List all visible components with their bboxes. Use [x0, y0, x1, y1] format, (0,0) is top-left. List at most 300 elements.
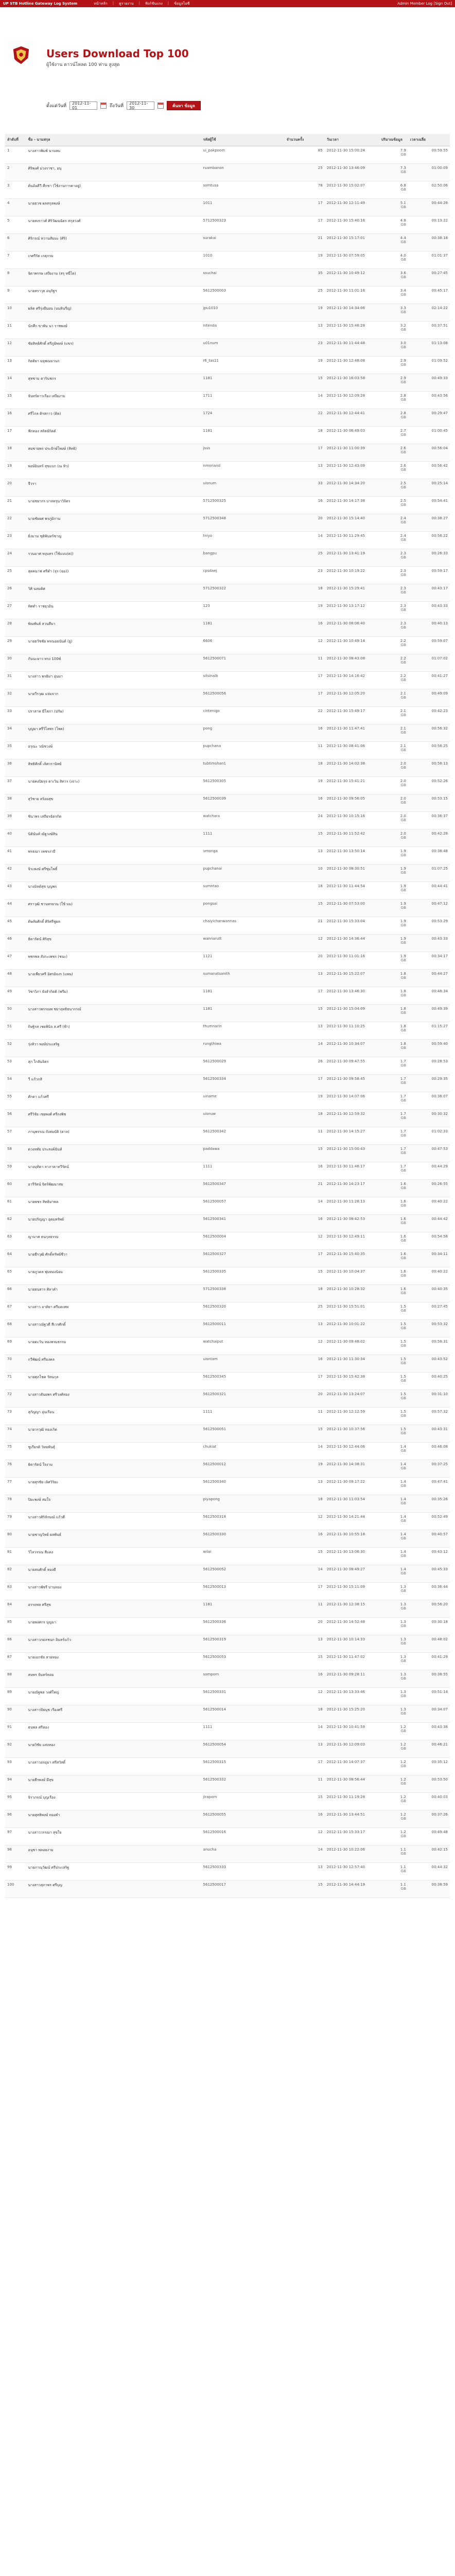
- rank-cell-text: 19: [7, 464, 12, 468]
- count-cell: [285, 409, 325, 427]
- avg-time-cell: [408, 1390, 450, 1408]
- user-id-cell: [201, 602, 285, 619]
- name-cell: [26, 1215, 201, 1232]
- rank-cell: [5, 1705, 26, 1723]
- rank-cell: [5, 865, 26, 882]
- table-row: [5, 374, 450, 392]
- size-cell: [379, 654, 408, 672]
- datetime-cell: [325, 1635, 379, 1653]
- rank-cell-text: 36: [7, 761, 12, 766]
- user-id-cell-text: 1724: [203, 411, 213, 415]
- name-cell: [26, 1618, 201, 1635]
- name-cell-text: จิดาพรรษ เสงียงาม (สรุ ทนี่ได): [28, 272, 76, 276]
- user-id-cell-text: 5612500029: [203, 1059, 226, 1063]
- count-cell: [285, 1197, 325, 1215]
- table-row: [5, 689, 450, 707]
- name-cell-text: เกศรีรัต เกตุกรม: [28, 254, 54, 258]
- name-cell-text: สมชายพร ประจักษ์โพงษ์ (สิทธิ): [28, 447, 77, 451]
- name-cell-text: นายสงราวศ์ ศิริวัฒนฉัตร สกุลวงศ์: [28, 219, 81, 223]
- avg-time-cell: [408, 462, 450, 479]
- count-cell: [285, 1110, 325, 1127]
- avg-time-cell: [408, 1688, 450, 1705]
- count-cell: [285, 1372, 325, 1390]
- size-unit: GB: [400, 1676, 406, 1681]
- avg-time-cell: [408, 1845, 450, 1863]
- datetime-cell-text: 2012-11-30 09:47:55: [326, 1059, 365, 1063]
- calendar-icon[interactable]: [100, 103, 107, 109]
- avg-time-cell: [408, 759, 450, 777]
- avg-time-cell: [408, 1337, 450, 1355]
- datetime-cell-text: 2012-11-30 14:36:44: [326, 937, 365, 941]
- nav-item-reports[interactable]: ดูรายงาน: [119, 1, 134, 6]
- avg-time-cell: [408, 1880, 450, 1898]
- rank-cell: [5, 1320, 26, 1337]
- rank-cell: [5, 882, 26, 900]
- avg-time-cell: [408, 935, 450, 952]
- name-cell: [26, 321, 201, 339]
- size-cell-text: 1.3: [400, 1707, 406, 1711]
- size-unit: GB: [400, 1431, 406, 1435]
- datetime-cell-text: 2012-11-30 12:09:28: [326, 394, 365, 398]
- avg-time-cell-text: 00:26:33: [431, 551, 448, 555]
- name-cell: [26, 882, 201, 900]
- count-cell-text: 18: [318, 1497, 323, 1501]
- size-cell-text: 1.5: [400, 1322, 406, 1326]
- count-cell: [285, 1320, 325, 1337]
- datetime-cell-text: 2012-11-30 12:38:15: [326, 1602, 365, 1606]
- user-id-cell-text: 5612500016: [203, 1830, 226, 1834]
- datetime-cell-text: 2012-11-30 15:02:07: [326, 183, 365, 188]
- size-unit: GB: [400, 871, 406, 875]
- datetime-cell-text: 2012-11-30 12:48:08: [326, 359, 365, 363]
- avg-time-cell: [408, 251, 450, 269]
- size-cell: [379, 584, 408, 602]
- avg-time-cell-text: 00:37:26: [431, 1812, 448, 1817]
- avg-time-cell-text: 00:47:12: [431, 902, 448, 906]
- rank-cell-text: 97: [7, 1830, 12, 1834]
- datetime-cell-text: 2012-11-30 15:22:07: [326, 972, 365, 976]
- count-cell: [285, 1635, 325, 1653]
- rank-cell-text: 90: [7, 1707, 12, 1711]
- app-brand[interactable]: UP STB Hotline Gateway Log System: [3, 2, 78, 6]
- user-id-cell-text: pongsai: [203, 902, 218, 906]
- name-cell: [26, 374, 201, 392]
- count-cell: [285, 1845, 325, 1863]
- table-row: [5, 654, 450, 672]
- size-cell-text: 2.5: [400, 481, 406, 485]
- search-button[interactable]: ค้นหา ข้อมูล: [167, 101, 201, 110]
- rank-cell: [5, 952, 26, 970]
- user-id-cell: [201, 935, 285, 952]
- size-cell-text: 6.8: [400, 183, 406, 188]
- rank-cell-text: 2: [7, 166, 10, 170]
- page-header: [0, 7, 455, 105]
- datetime-cell-text: 2012-11-30 08:06:40: [326, 621, 365, 625]
- count-cell-text: 13: [318, 1024, 323, 1028]
- user-signout-link[interactable]: Admin Member Log [Sign Out]: [397, 2, 452, 6]
- datetime-cell-text: 2012-11-30 11:03:54: [326, 1497, 365, 1501]
- avg-time-cell-text: 00:38:59: [431, 1883, 448, 1887]
- user-id-cell: [201, 1740, 285, 1758]
- datetime-cell: [325, 917, 379, 935]
- user-id-cell: [201, 304, 285, 321]
- datetime-cell: [325, 742, 379, 759]
- size-cell-text: 1.7: [400, 1112, 406, 1116]
- user-id-cell-text: 5612500004: [203, 1234, 226, 1239]
- table-row: [5, 427, 450, 444]
- size-cell-text: 1.7: [400, 1077, 406, 1081]
- size-cell-text: 1.1: [400, 1883, 406, 1887]
- datetime-cell-text: 2012-11-30 11:01:16: [326, 954, 365, 958]
- user-id-cell-text: somporn: [203, 1672, 219, 1676]
- avg-time-cell: [408, 654, 450, 672]
- user-id-cell-text: 5612500345: [203, 1375, 226, 1379]
- avg-time-cell-text: 00:49:48: [431, 1830, 448, 1834]
- user-id-cell-text: 5612500334: [203, 1077, 226, 1081]
- size-unit: GB: [400, 678, 406, 682]
- count-cell: [285, 1600, 325, 1618]
- datetime-cell-text: 2012-11-30 10:55:18: [326, 1532, 365, 1536]
- size-cell: [379, 707, 408, 724]
- user-id-cell: [201, 1495, 285, 1513]
- size-cell-text: 1.9: [400, 919, 406, 923]
- avg-time-cell-text: 00:43:38: [431, 1725, 448, 1729]
- avg-time-cell: [408, 1828, 450, 1845]
- count-cell: [285, 865, 325, 882]
- size-cell: [379, 1880, 408, 1898]
- size-cell: [379, 1863, 408, 1880]
- user-id-cell-text: 5612500003: [203, 289, 226, 293]
- nav-item-home[interactable]: หน้าหลัก: [94, 1, 108, 6]
- size-cell: [379, 199, 408, 216]
- size-unit: GB: [400, 1764, 406, 1768]
- name-cell: [26, 1320, 201, 1337]
- avg-time-cell: [408, 865, 450, 882]
- user-id-cell-text: 5612500039: [203, 796, 226, 801]
- size-cell: [379, 374, 408, 392]
- user-id-cell-text: nmoriand: [203, 464, 221, 468]
- avg-time-cell-text: 00:43:12: [431, 1550, 448, 1554]
- datetime-cell-text: 2012-11-30 14:07:37: [326, 1760, 365, 1764]
- count-cell-text: 20: [318, 1392, 323, 1396]
- rank-cell: [5, 567, 26, 584]
- table-row: [5, 164, 450, 181]
- name-cell-text: นายศุภโชค รัตนกุล: [28, 1375, 59, 1379]
- datetime-cell: [325, 707, 379, 724]
- table-row: [5, 1267, 450, 1285]
- user-id-cell: [201, 1250, 285, 1267]
- name-cell: [26, 409, 201, 427]
- name-cell: [26, 1583, 201, 1600]
- name-cell: [26, 1635, 201, 1653]
- avg-time-cell: [408, 1267, 450, 1285]
- user-id-cell-text: 5612500014: [203, 1707, 226, 1711]
- name-cell-text: นายพชร สิทธิมาพล: [28, 1200, 59, 1204]
- count-cell-text: 17: [318, 1375, 323, 1379]
- size-cell-text: 3.4: [400, 289, 406, 293]
- user-id-cell-text: vmonga: [203, 849, 218, 853]
- from-date-input[interactable]: 2012-11-01: [69, 101, 97, 110]
- datetime-cell: [325, 654, 379, 672]
- name-cell: [26, 1075, 201, 1092]
- avg-time-cell-text: 00:43:33: [431, 937, 448, 941]
- datetime-cell-text: 2012-11-30 08:49:27: [326, 1567, 365, 1571]
- name-cell: [26, 1285, 201, 1302]
- avg-time-cell: [408, 1145, 450, 1162]
- name-cell: [26, 1670, 201, 1688]
- size-unit: GB: [400, 433, 406, 437]
- size-cell: [379, 1057, 408, 1075]
- name-cell-text: นายวิชัย แสงทอง: [28, 1743, 55, 1747]
- user-id-cell: [201, 1705, 285, 1723]
- datetime-cell: [325, 1040, 379, 1057]
- avg-time-cell-text: 00:44:42: [431, 1217, 448, 1221]
- count-cell: [285, 1548, 325, 1565]
- rank-cell: [5, 1740, 26, 1758]
- size-cell-text: 1.9: [400, 849, 406, 853]
- avg-time-cell: [408, 409, 450, 427]
- size-cell-text: 1.7: [400, 1129, 406, 1133]
- size-unit: GB: [400, 1536, 406, 1540]
- datetime-cell-text: 2012-11-30 07:59:05: [326, 253, 365, 258]
- user-id-cell: [201, 777, 285, 794]
- count-cell-text: 23: [318, 341, 323, 345]
- table-row: [5, 602, 450, 619]
- count-cell-text: 33: [318, 481, 323, 485]
- datetime-cell: [325, 1092, 379, 1110]
- name-cell: [26, 865, 201, 882]
- name-cell-text: นายชยากร บาลทรุนาวิจิตร: [28, 499, 71, 503]
- avg-time-cell: [408, 532, 450, 549]
- size-unit: GB: [400, 1711, 406, 1716]
- size-unit: GB: [400, 1081, 406, 1085]
- avg-time-cell-text: 00:54:41: [431, 499, 448, 503]
- count-cell-text: 16: [318, 1217, 323, 1221]
- name-cell-text: นายธนสาร ศิลาคำ: [28, 1287, 58, 1292]
- name-cell-text: พชรพล สังกะเพชร (ชนะ): [28, 955, 67, 959]
- name-cell: [26, 1810, 201, 1828]
- rank-cell-text: 8: [7, 271, 10, 275]
- count-cell-text: 15: [318, 1007, 323, 1011]
- name-cell: [26, 1775, 201, 1793]
- size-cell-text: 1.6: [400, 1234, 406, 1239]
- avg-time-cell-text: 00:57:32: [431, 1410, 448, 1414]
- datetime-cell: [325, 549, 379, 567]
- datetime-cell: [325, 251, 379, 269]
- size-unit: GB: [400, 643, 406, 647]
- size-cell: [379, 181, 408, 199]
- size-unit: GB: [400, 275, 406, 279]
- user-id-cell: [201, 1408, 285, 1425]
- name-cell: [26, 286, 201, 304]
- count-cell-text: 16: [318, 1672, 323, 1676]
- name-cell: [26, 1372, 201, 1390]
- rank-cell-text: 100: [7, 1883, 14, 1887]
- size-unit: GB: [400, 1834, 406, 1838]
- size-unit: GB: [400, 1326, 406, 1330]
- user-id-cell: [201, 987, 285, 1005]
- rank-cell-text: 65: [7, 1269, 12, 1274]
- datetime-cell: [325, 812, 379, 829]
- rank-cell: [5, 1723, 26, 1740]
- user-id-cell: [201, 1443, 285, 1460]
- user-id-cell: [201, 1425, 285, 1443]
- name-cell: [26, 1723, 201, 1740]
- name-cell: [26, 619, 201, 637]
- user-id-cell-text: ssuchai: [203, 271, 217, 275]
- avg-time-cell-text: 00:26:55: [431, 1182, 448, 1186]
- count-cell-text: 14: [318, 1725, 323, 1729]
- rank-cell: [5, 234, 26, 251]
- datetime-cell-text: 2012-11-30 08:41:06: [326, 744, 365, 748]
- table-row: [5, 1880, 450, 1898]
- name-cell: [26, 1443, 201, 1460]
- count-cell: [285, 374, 325, 392]
- calendar-icon[interactable]: [157, 103, 164, 109]
- avg-time-cell: [408, 1670, 450, 1688]
- count-cell: [285, 357, 325, 374]
- user-id-cell: [201, 1145, 285, 1162]
- size-unit: GB: [400, 1344, 406, 1348]
- user-id-cell: [201, 584, 285, 602]
- size-cell: [379, 1390, 408, 1408]
- count-cell-text: 13: [318, 1742, 323, 1747]
- name-cell-text: นายสมศักดิ์ ทองดี: [28, 1568, 56, 1572]
- count-cell-text: 18: [318, 1112, 323, 1116]
- avg-time-cell-text: 00:38:55: [431, 1672, 448, 1676]
- count-cell-text: 16: [318, 1164, 323, 1168]
- user-id-cell-text: uisntam: [203, 1357, 218, 1361]
- user-id-cell: [201, 199, 285, 216]
- datetime-cell-text: 2012-11-30 12:44:41: [326, 411, 365, 415]
- avg-time-cell: [408, 1863, 450, 1880]
- user-id-cell: [201, 794, 285, 812]
- size-unit: GB: [400, 1221, 406, 1225]
- count-cell-text: 12: [318, 639, 323, 643]
- size-unit: GB: [400, 1168, 406, 1173]
- rank-cell: [5, 1600, 26, 1618]
- datetime-cell: [325, 1688, 379, 1705]
- name-cell: [26, 497, 201, 514]
- user-id-cell-text: watchara: [203, 814, 220, 818]
- count-cell-text: 12: [318, 1340, 323, 1344]
- rank-cell-text: 41: [7, 849, 12, 853]
- rank-cell-text: 84: [7, 1602, 12, 1606]
- rank-cell: [5, 1495, 26, 1513]
- count-cell: [285, 1250, 325, 1267]
- name-cell-text: ถิษฐิรส เชยพินิจ ส.ศรี (ฟ้า): [28, 1025, 70, 1029]
- size-unit: GB: [400, 660, 406, 665]
- name-cell: [26, 1653, 201, 1670]
- rank-cell-text: 5: [7, 218, 10, 223]
- name-cell-text: สิทธิศักดิ์ เลิศวรานิทย์: [28, 762, 62, 766]
- datetime-cell: [325, 357, 379, 374]
- name-cell: [26, 567, 201, 584]
- rank-cell: [5, 181, 26, 199]
- table-row: [5, 1162, 450, 1180]
- avg-time-cell-text: 01:02:33: [431, 1129, 448, 1133]
- user-id-cell: [201, 1320, 285, 1337]
- table-row: [5, 1180, 450, 1197]
- avg-time-cell: [408, 1600, 450, 1618]
- size-unit: GB: [400, 1256, 406, 1260]
- datetime-cell-text: 2012-11-30 10:34:07: [326, 1042, 365, 1046]
- name-cell-text: วี แก้วกสิ: [28, 1077, 42, 1081]
- user-id-cell-text: 1181: [203, 1007, 213, 1011]
- avg-time-cell: [408, 1723, 450, 1740]
- date-filter: [46, 101, 201, 110]
- count-cell-text: 12: [318, 1830, 323, 1834]
- size-unit: GB: [400, 993, 406, 997]
- user-id-cell: [201, 164, 285, 181]
- rank-cell-text: 12: [7, 341, 12, 345]
- name-cell-text: สมพร จันทร์หอม: [28, 1673, 54, 1677]
- name-cell: [26, 1232, 201, 1250]
- count-cell-text: 19: [318, 253, 323, 258]
- table-row: [5, 392, 450, 409]
- size-cell-text: 2.9: [400, 376, 406, 380]
- size-unit: GB: [400, 188, 406, 192]
- count-cell: [285, 1653, 325, 1670]
- nav-item-functions[interactable]: ฟังก์ชันแรง: [145, 1, 163, 6]
- rank-cell-text: 81: [7, 1550, 12, 1554]
- rank-cell-text: 45: [7, 919, 12, 923]
- datetime-cell-text: 2012-11-30 12:44:06: [326, 1445, 365, 1449]
- size-cell-text: 2.7: [400, 429, 406, 433]
- count-cell-text: 19: [318, 1094, 323, 1098]
- table-row: [5, 1372, 450, 1390]
- user-id-cell-text: chukiat: [203, 1445, 217, 1449]
- to-date-input[interactable]: 2012-11-30: [127, 101, 154, 110]
- avg-time-cell: [408, 1232, 450, 1250]
- name-cell-text: พงษ์อินทร์ สุขแบก (ณ ทิว): [28, 464, 69, 468]
- rank-cell-text: 92: [7, 1742, 12, 1747]
- name-cell-text: สุวิชาย สร้อยสุข: [28, 797, 54, 801]
- datetime-cell: [325, 1565, 379, 1583]
- count-cell: [285, 1828, 325, 1845]
- size-unit: GB: [400, 1782, 406, 1786]
- name-cell-text: นางสาวพรรณพ ชยาฤทธิธนากรณ์: [28, 1007, 81, 1011]
- avg-time-cell-text: 00:58:31: [431, 1340, 448, 1344]
- datetime-cell: [325, 794, 379, 812]
- size-cell-text: 2.1: [400, 726, 406, 731]
- name-cell: [26, 829, 201, 847]
- name-cell-text: ศรีวิจัย เชยพงศ์ ศรีกงพิช: [28, 1112, 66, 1116]
- avg-time-cell-text: 00:58:13: [431, 761, 448, 766]
- user-id-cell: [201, 497, 285, 514]
- nav-item-ic-info[interactable]: ข้อมูลไอซี: [174, 1, 190, 6]
- datetime-cell-text: 2012-11-30 12:49:11: [326, 1234, 365, 1239]
- avg-time-cell-text: 00:34:07: [431, 1707, 448, 1711]
- rank-cell: [5, 216, 26, 234]
- avg-time-cell-text: 00:40:22: [431, 1269, 448, 1274]
- size-cell-text: 4.8: [400, 218, 406, 223]
- size-cell: [379, 724, 408, 742]
- table-row: [5, 1250, 450, 1267]
- name-cell-text: อรรถพล ศรีสุข: [28, 1603, 51, 1607]
- datetime-cell: [325, 286, 379, 304]
- user-id-cell: [201, 1197, 285, 1215]
- name-cell: [26, 900, 201, 917]
- table-row: [5, 444, 450, 462]
- datetime-cell-text: 2012-11-30 12:12:59: [326, 1410, 365, 1414]
- rank-cell: [5, 1478, 26, 1495]
- name-cell: [26, 1845, 201, 1863]
- rank-cell-text: 13: [7, 359, 12, 363]
- table-row: [5, 199, 450, 216]
- avg-time-cell-text: 00:44:32: [431, 1865, 448, 1869]
- size-cell-text: 1.6: [400, 1252, 406, 1256]
